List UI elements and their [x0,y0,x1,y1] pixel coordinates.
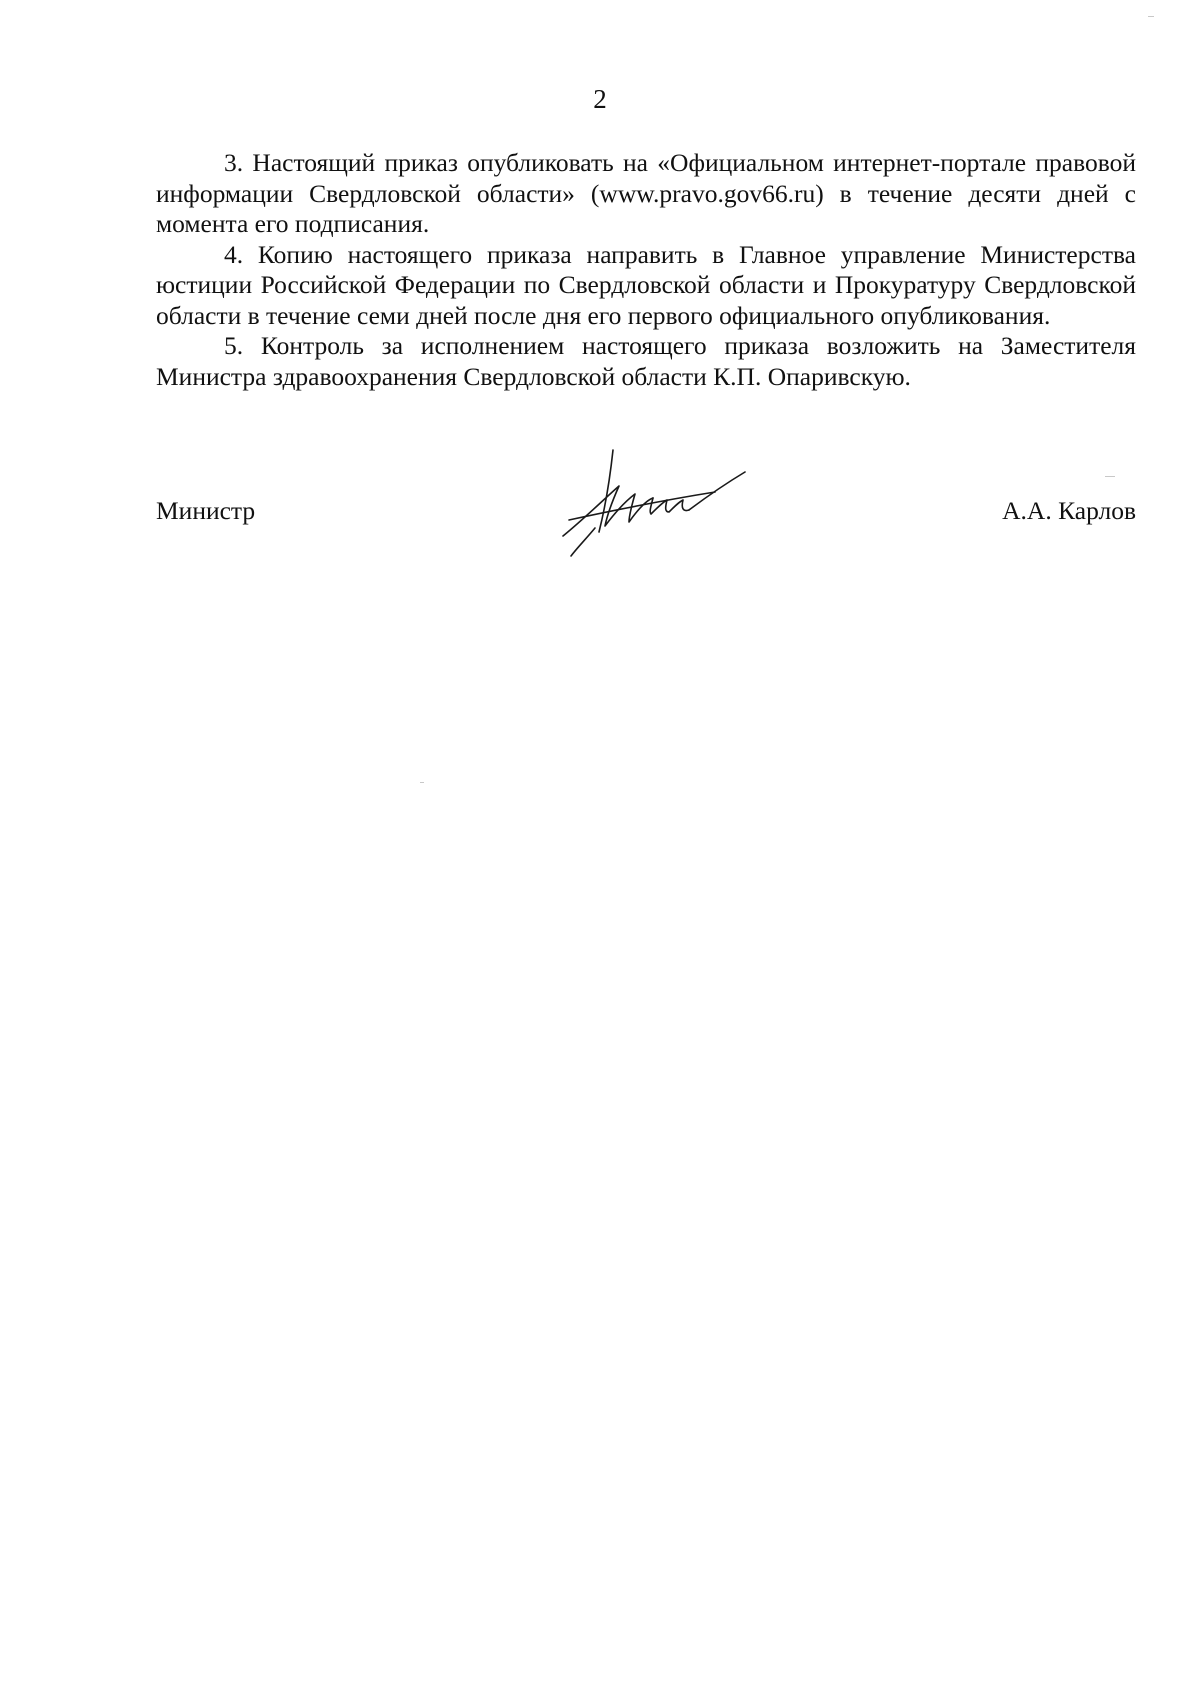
paragraph-4: 4. Копию настоящего приказа направить в Главное управление Министерства юстиции Российской Федерации по Свердловской области и Прокуратуру Свердловской области в течение семи дней после дня его первого официального опубликования. [156,239,1136,330]
handwritten-signature [555,448,795,558]
paragraph-3: 3. Настоящий приказ опубликовать на «Официальном интернет-портале правовой информации Свердловской области» (www.pravo.gov66.ru) в течение десяти дней с момента его подписания. [156,148,1136,238]
signer-title: Министр [156,496,256,525]
signer-name: А.А. Карлов [1002,496,1136,525]
scan-speck [420,782,424,783]
scan-speck [1148,16,1154,17]
paragraph-5: 5. Контроль за исполнением настоящего приказа возложить на Заместителя Министра здравоохранения Свердловской области К.П. Опаривскую. [156,331,1136,391]
scan-speck [1105,476,1115,477]
document-body [156,148,1136,392]
page-number: 2 [593,84,607,114]
